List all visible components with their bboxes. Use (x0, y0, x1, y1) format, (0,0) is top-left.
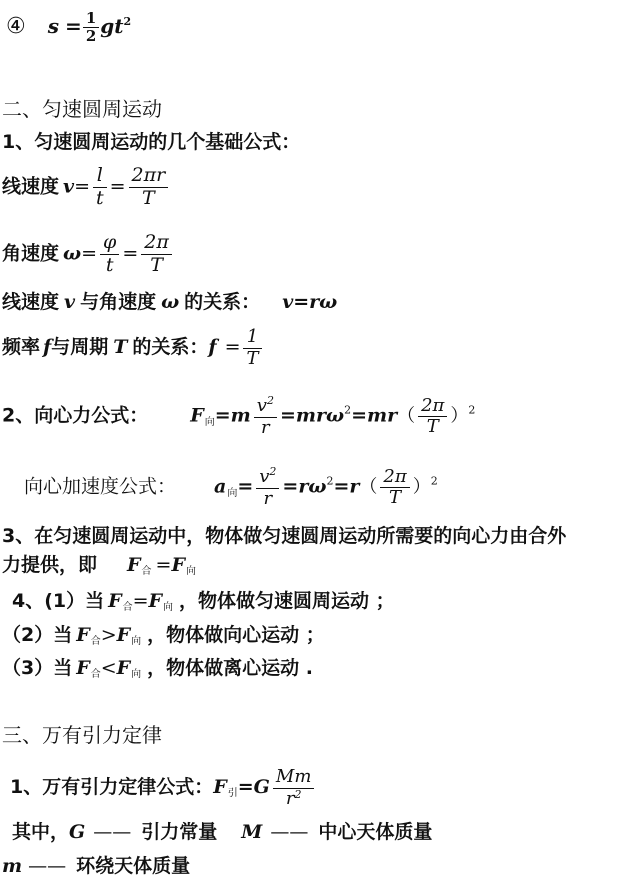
centripetal-acceleration-formula: 向心加速度公式： $a_向=$ $\frac{v^2}{r}$ $=r\omega^2=r$（ $\frac{2\pi}{T}$ ）$^2$ (24, 465, 438, 509)
speed-relation: 线速度 v 与角速度 ω 的关系： v=rω (2, 291, 338, 313)
orbiting-mass-definition: m —— 环绕天体质量 (2, 855, 191, 877)
constants-definition: 其中，G —— 引力常量 M —— 中心天体质量 (12, 821, 433, 843)
fraction-l-over-t: $\frac{l}{t}$ (93, 165, 107, 210)
fraction-2pi-over-T-accel: $\frac{2\pi}{T}$ (380, 467, 409, 509)
angular-speed-formula: 角速度 ω= $\frac{\varphi}{t}$ = $\frac{2\pi}{T}$ (2, 232, 175, 277)
fraction-2pi-over-T-force: $\frac{2\pi}{T}$ (418, 396, 447, 438)
case-centrifugal: （3）当 $F_合<F_向$ ，物体做离心运动 . (2, 657, 313, 680)
section-heading-uniform-circular-motion: 二、匀速圆周运动 (2, 97, 162, 121)
circled-number-marker: ④ (6, 13, 26, 39)
item-3-line-2: 力提供，即 $F_合 =F_向$ (2, 554, 196, 577)
fraction-v2-over-r-accel: $\frac{v^2}{r}$ (256, 466, 279, 509)
fraction-2pir-over-T: $\frac{2\pi r}{T}$ (129, 165, 169, 210)
centripetal-force-formula: 2、向心力公式： $F_向=m$ $\frac{v^2}{r}$ =mrω$^2$=mr（ $\frac{2\pi}{T}$ ）$^2$ (2, 394, 476, 438)
gravitation-formula: 1、万有引力定律公式：$F_引=G$ $\frac{Mm}{r^2}$ (10, 767, 317, 809)
fraction-Mm-over-r2: $\frac{Mm}{r^2}$ (273, 767, 315, 809)
item-basic-formulas: 1、匀速圆周运动的几个基础公式： (2, 131, 301, 153)
free-fall-formula: ④ s = $\frac{1}{2}$ $gt^2$ (6, 9, 132, 46)
section-heading-gravitation: 三、万有引力定律 (2, 723, 162, 747)
frequency-period-relation: 频率 f与周期 T 的关系：f = $\frac{1}{T}$ (2, 327, 265, 369)
fraction-half: $\frac{1}{2}$ (83, 10, 99, 46)
case-centripetal: （2）当 $F_合>F_向$ ，物体做向心运动 ； (2, 624, 325, 647)
fraction-phi-over-t: $\frac{\varphi}{t}$ (100, 232, 119, 277)
case-uniform: 4、(1）当 $F_合=F_向$ ，物体做匀速圆周运动 ； (12, 590, 395, 613)
linear-speed-formula: 线速度 v= $\frac{l}{t}$ = $\frac{2\pi r}{T}$ (2, 165, 171, 210)
fraction-2pi-over-T: $\frac{2\pi}{T}$ (141, 232, 172, 277)
fraction-1-over-T: $\frac{1}{T}$ (243, 327, 261, 369)
item-3-line-1: 3、在匀速圆周运动中，物体做匀速圆周运动所需要的向心力由合外 (2, 525, 567, 547)
fraction-v2-over-r: $\frac{v^2}{r}$ (254, 395, 277, 438)
